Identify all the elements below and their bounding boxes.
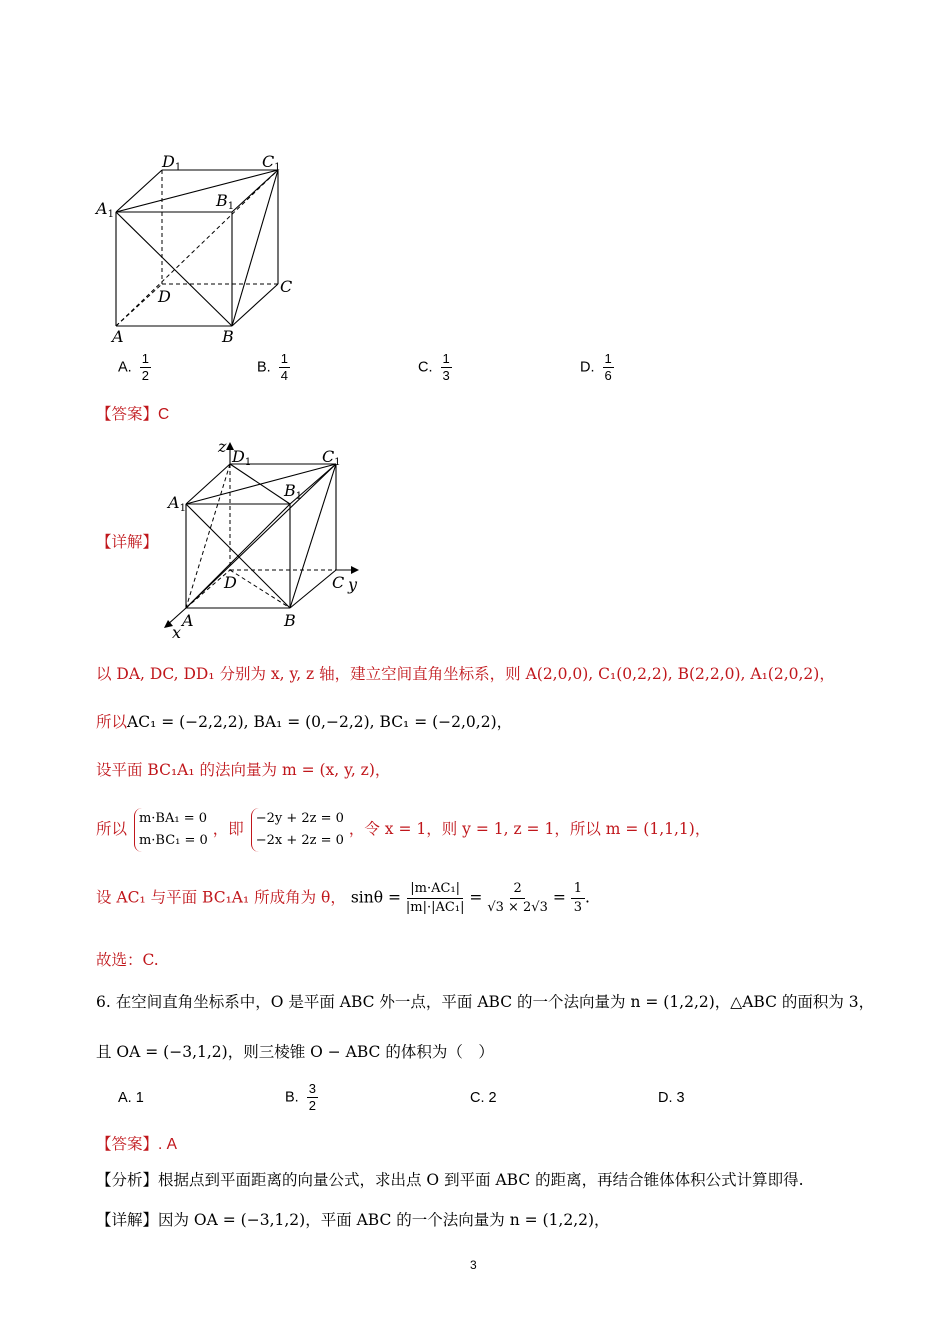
- solution-line-3: 设平面 BC₁A₁ 的法向量为 m = (x, y, z)，: [96, 761, 391, 779]
- svg-text:D: D: [224, 573, 237, 592]
- q6-stem-line-2: 且 OA = (−3,1,2)，则三棱锥 O − ABC 的体积为（ ）: [96, 1043, 494, 1061]
- cube-figure-2: [160, 440, 380, 640]
- svg-text:D1: D1: [232, 447, 252, 468]
- solution-line-2: 所以AC₁ = (−2,2,2), BA₁ = (0,−2,2), BC₁ = (−2,0,2)，: [96, 713, 513, 731]
- equation-system-2: −2y + 2z = 0 −2x + 2z = 0: [251, 808, 344, 852]
- svg-text:D1: D1: [162, 152, 182, 173]
- option-b: B. $\frac{1}{4}$: [257, 351, 288, 383]
- equation-system-1: m·BA₁ = 0 m·BC₁ = 0: [134, 808, 208, 852]
- option-d: D. $\frac{1}{6}$: [580, 351, 612, 383]
- svg-text:z: z: [218, 440, 227, 456]
- svg-text:C1: C1: [262, 152, 281, 173]
- detail-tag-q5: 【详解】: [96, 534, 159, 551]
- svg-text:A1: A1: [96, 199, 114, 220]
- solution-line-1: 以 DA, DC, DD₁ 分别为 x, y, z 轴，建立空间直角坐标系，则 A(2,0,0), C₁(0,2,2), B(2,2,0), A₁(2,0,2)，: [96, 665, 835, 683]
- svg-text:B: B: [222, 327, 234, 346]
- option-c: C. $\frac{1}{3}$: [418, 351, 450, 383]
- svg-text:C: C: [332, 573, 345, 592]
- solution-line-6: 故选：C.: [96, 951, 159, 969]
- svg-text:C: C: [280, 277, 293, 296]
- svg-text:B1: B1: [216, 191, 235, 212]
- cube-figure-1: [94, 150, 304, 350]
- svg-text:A: A: [112, 327, 124, 346]
- q6-stem-line-1: 6. 在空间直角坐标系中，O 是平面 ABC 外一点，平面 ABC 的一个法向量为 n = (1,2,2)，△ABC 的面积为 3，: [96, 993, 875, 1011]
- q6-analysis: 【分析】根据点到平面距离的向量公式，求出点 O 到平面 ABC 的距离，再结合锥体体积公式计算即得.: [96, 1171, 804, 1189]
- svg-text:C1: C1: [322, 447, 341, 468]
- answer-tag-q6: 【答案】. A: [96, 1136, 177, 1153]
- page-number: 3: [470, 1258, 477, 1272]
- svg-text:y: y: [348, 575, 358, 594]
- q6-option-b: B. $\frac{3}{2}$: [285, 1081, 316, 1113]
- svg-text:B1: B1: [284, 481, 303, 502]
- answer-tag-q5: 【答案】C: [96, 406, 170, 423]
- solution-line-5: 设 AC₁ 与平面 BC₁A₁ 所成角为 θ， sinθ = $\frac{\text{|m·AC₁|}}{\text{|m|·|AC₁|}}$ = $\frac{2}{√3 \times 2√3}$ = $\frac{1}{3}$ .: [96, 881, 590, 915]
- svg-text:A: A: [182, 611, 194, 630]
- q6-detail: 【详解】因为 OA = (−3,1,2)，平面 ABC 的一个法向量为 n = (1,2,2)，: [96, 1211, 610, 1229]
- solution-line-4: 所以 m·BA₁ = 0 m·BC₁ = 0 ，即 −2y + 2z = 0 −2x + 2z = 0 ，令 x = 1，则 y = 1, z = 1，所以 m = (1,1,1)，: [96, 808, 710, 852]
- svg-text:x: x: [172, 623, 182, 640]
- svg-text:D: D: [158, 287, 171, 306]
- svg-text:A1: A1: [168, 493, 186, 514]
- svg-text:B: B: [284, 611, 296, 630]
- q6-option-a: A. 1: [118, 1090, 144, 1106]
- q6-option-c: C. 2: [470, 1090, 497, 1106]
- option-a: A. $\frac{1}{2}$: [118, 351, 149, 383]
- q6-option-d: D. 3: [658, 1090, 685, 1106]
